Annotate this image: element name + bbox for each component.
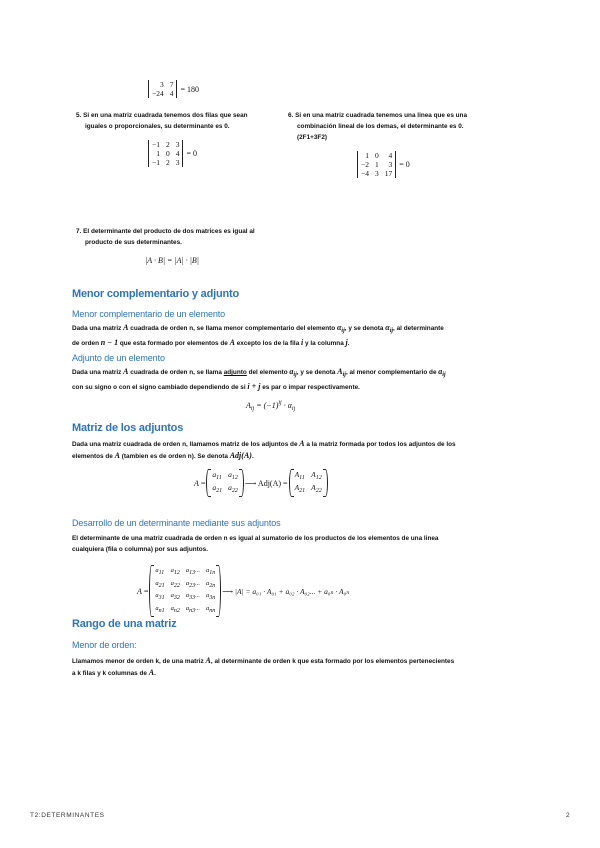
prop6-matrix [357, 151, 396, 178]
text: , al determinante de orden k que esta formado por los elementos pertenecientes [210, 658, 455, 665]
prop6-determinant [357, 151, 410, 178]
adjunto-formula: $A_{ij} = (-1)^{ij} \cdot \alpha_{ij}$ [246, 400, 296, 412]
cell: 3 [388, 160, 393, 169]
text: (2F1+3F2) [297, 134, 328, 141]
text: con su signo o con el signo cambiado dependiendo de si [72, 384, 246, 391]
text: y la columna [305, 340, 344, 347]
text: cuadrada de orden n, se llama menor complementario del elemento [130, 325, 336, 332]
cell: 17 [384, 169, 393, 178]
property-5 [76, 110, 276, 132]
desarrollo-formula: A = a11 a12 a13... a1n a21 a22 a23... a2n a31 a32 a33... a3n an1 an2 an3... ann ⟶ |A| = a₀₁ · A₀₁ + a₀₂ · A₀₂... + a₀ₙ · A₀ₙ [137, 566, 349, 616]
num: 6. [288, 112, 294, 119]
paragraph-rango: Llamamos menor de orden k, de una matriz A, al determinante de orden k que esta formado por los elementos pertenecientes a k filas y k columnas de A. [72, 656, 455, 677]
arrow: ⟶ Adj(A) = [244, 478, 288, 488]
text: Dada una matriz [72, 325, 122, 332]
section-title-menor: Menor complementario y adjunto [72, 288, 239, 300]
result: = 0 [186, 149, 197, 158]
text: producto de sus determinantes. [85, 239, 182, 246]
property-7 [76, 226, 296, 248]
text: iguales o proporcionales, su determinante es 0. [85, 123, 230, 130]
page-number: 2 [566, 812, 571, 819]
text: cualquiera (fila o columna) por sus adjuntos. [72, 546, 208, 553]
cell: 0 [374, 151, 379, 160]
cell: 3 [159, 80, 164, 89]
paragraph-adjunto: Dada una matriz A cuadrada de orden n, se llama adjunto del elemento $a_{ij}$, y se denota $A_{ij}$, al menor complementario de $a_{ij}$ con su signo o con el signo cambiado dependiendo de si i + j es par o impar respectivamente. [72, 367, 446, 391]
result: = 0 [399, 160, 410, 169]
cell: −4 [361, 169, 369, 178]
paragraph-matriz: Dada una matriz cuadrada de orden n, llamamos matriz de los adjuntos de A a la matriz formada por todos los adjuntos de los elementos de A (tambien es de orden n). Se denota Adj(A). [72, 439, 456, 460]
top-matrix [148, 80, 177, 98]
cell: 2 [165, 158, 170, 167]
cell: 0 [165, 149, 170, 158]
property-6 [288, 110, 498, 143]
text: , al menor complementario de [345, 369, 437, 376]
text: a k filas y k columnas de [72, 670, 147, 677]
prop5-matrix [148, 140, 183, 167]
footer-title: T2:DETERMINANTES [30, 812, 105, 819]
text: que esta formado por elementos de [119, 340, 228, 347]
cell: 1 [156, 149, 160, 158]
text: , al determinante [393, 325, 444, 332]
cell: 4 [175, 149, 180, 158]
subtitle-rango: Menor de orden: [72, 640, 137, 650]
text: Dada una matriz cuadrada de orden n, llamamos matriz de los adjuntos de [72, 441, 298, 448]
section-title-rango: Rango de una matriz [72, 618, 177, 630]
cell: 2 [165, 140, 170, 149]
cell: 3 [175, 140, 180, 149]
cell: −2 [361, 160, 369, 169]
text: excepto los de la fila [236, 340, 300, 347]
rhs: ⟶ |A| = a₀₁ · A₀₁ + a₀₂ · A₀₂... + a₀ₙ · A₀ₙ [222, 586, 350, 596]
matriz-formula: A = $a_{11}$ $a_{12}$ $a_{21}$ $a_{22}$ ⟶ Adj(A) = $A_{11}$ $A_{12}$ $A_{21}$ $A_{22}$ [194, 470, 325, 496]
subtitle-desarrollo: Desarrollo de un determinante mediante sus adjuntos [72, 518, 281, 528]
subtitle-adjunto: Adjunto de un elemento [72, 353, 165, 363]
text: Si en una matriz cuadrada tenemos dos filas que sean [83, 112, 248, 119]
text: Llamamos menor de orden k, de una matriz [72, 658, 204, 665]
text: del elemento [248, 369, 288, 376]
cell: 4 [388, 151, 393, 160]
subtitle-menor: Menor complementario de un elemento [72, 309, 226, 319]
cell: 3 [374, 169, 379, 178]
cell: 1 [374, 160, 379, 169]
paragraph-desarrollo [72, 533, 542, 555]
num: 5. [76, 112, 82, 119]
text: es par o impar respectivamente. [262, 384, 360, 391]
text: adjunto [223, 369, 247, 376]
text: a la matriz formada por todos los adjuntos de los [306, 441, 456, 448]
top-determinant [148, 80, 199, 98]
text: El determinante de una matriz cuadrada de orden n es igual al sumatorio de los productos de los elementos de una linea [72, 535, 439, 542]
prop5-determinant [148, 140, 197, 167]
cell: 1 [365, 151, 369, 160]
cell: −24 [152, 89, 164, 98]
text: de orden [72, 340, 99, 347]
matrix-n: a11 a12 a13... a1n a21 a22 a23... a2n a31 a32 a33... a3n an1 an2 an3... ann [152, 566, 218, 616]
cell: −1 [152, 140, 160, 149]
text: Si en una matriz cuadrada tenemos una linea que es una [295, 112, 468, 119]
text: El determinante del producto de dos matrices es igual al [83, 228, 255, 235]
text: , y se denota [296, 369, 336, 376]
cell: −1 [152, 158, 160, 167]
text: cuadrada de orden n, se llama [130, 369, 222, 376]
text: combinación lineal de los demas, el determinante es 0. [297, 123, 464, 130]
cell: 4 [169, 89, 174, 98]
cell: 7 [169, 80, 174, 89]
matrix-a: $a_{11}$ $a_{12}$ $a_{21}$ $a_{22}$ [209, 470, 241, 496]
text: Dada una matriz [72, 369, 122, 376]
cell: 3 [175, 158, 180, 167]
result: = 180 [180, 84, 199, 94]
num: 7. [76, 228, 82, 235]
section-title-matriz: Matriz de los adjuntos [72, 422, 184, 434]
text: (tambien es de orden n). Se denota [121, 453, 228, 460]
paragraph-menor: Dada una matriz A cuadrada de orden n, se llama menor complementario del elemento $\alpha_{ij}$, y se denota $\alpha_{ij}$, al determinante de orden n − 1 que esta formado por elementos de A excepto los de la fila i y la columna j. [72, 323, 444, 347]
prop7-formula: |A · B| = |A| · |B| [145, 256, 199, 265]
text: elementos de [72, 453, 113, 460]
matrix-adj: $A_{11}$ $A_{12}$ $A_{21}$ $A_{22}$ [292, 470, 325, 496]
text: , y se denota [344, 325, 384, 332]
